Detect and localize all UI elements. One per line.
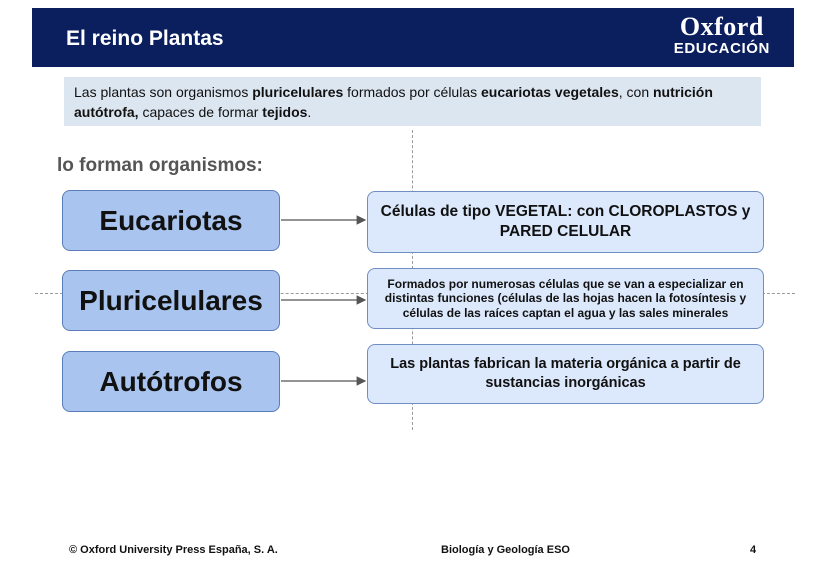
- intro-bold-nutricion: nutrición autótrofa,: [74, 84, 713, 120]
- footer-copyright: © Oxford University Press España, S. A.: [69, 544, 278, 556]
- intro-text-5: .: [307, 104, 312, 120]
- description-box-eucariotas: Células de tipo VEGETAL: con CLOROPLASTOS y PARED CELULAR: [367, 191, 764, 253]
- intro-bold-tejidos: tejidos: [262, 104, 308, 120]
- intro-text-2: formados por células: [343, 84, 481, 100]
- footer-page-number: 4: [750, 544, 757, 556]
- footer-course: Biología y Geología ESO: [441, 544, 570, 556]
- intro-text-4: capaces de formar: [138, 104, 263, 120]
- intro-text-1: Las plantas son organismos: [74, 84, 253, 100]
- description-box-pluricelulares: Formados por numerosas células que se van a especializar en distintas funciones (células de las hojas hacen la fotosíntesis y células de las raíces captan el agua y las sales minerales: [367, 268, 764, 329]
- description-box-autotrofos: Las plantas fabrican la materia orgánica a partir de sustancias inorgánicas: [367, 344, 764, 404]
- intro-bold-eucariotas: eucariotas vegetales: [481, 84, 619, 100]
- intro-bold-pluricelulares: pluricelulares: [252, 84, 344, 100]
- logo-wordmark: Oxford: [679, 12, 764, 41]
- logo-subtitle: EDUCACIÓN: [673, 40, 770, 57]
- intro-text-3: , con: [618, 84, 653, 100]
- label-box-eucariotas: Eucariotas: [62, 190, 280, 251]
- section-subtitle: lo forman organismos:: [57, 155, 263, 176]
- page-title: El reino Plantas: [66, 27, 224, 50]
- label-box-autotrofos: Autótrofos: [62, 351, 280, 412]
- label-box-pluricelulares: Pluricelulares: [62, 270, 280, 331]
